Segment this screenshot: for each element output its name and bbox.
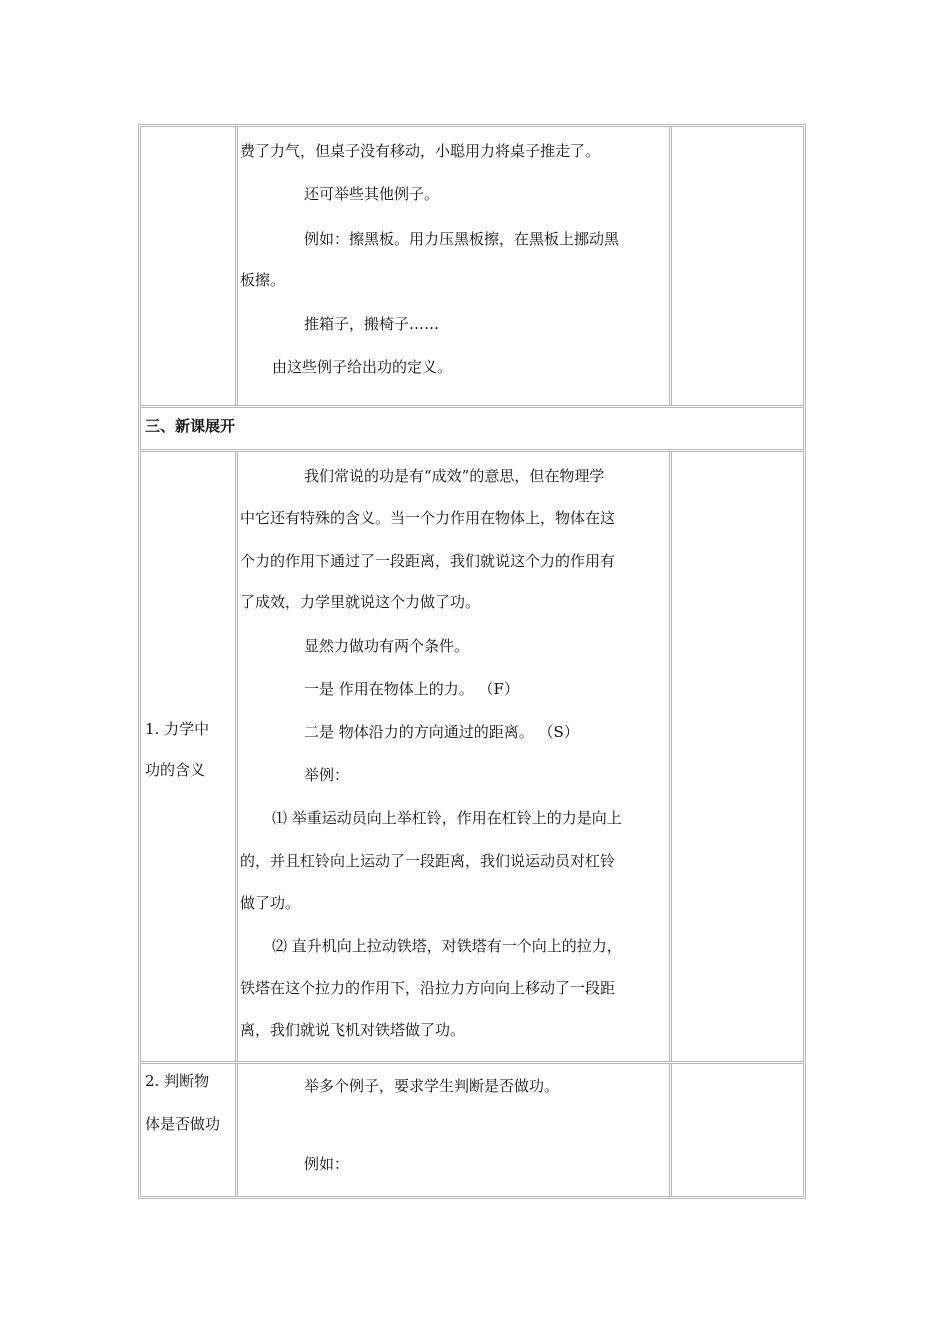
text-line: 二是 物体沿力的方向通过的距离。 （S） [304,723,579,741]
text-line: 离，我们就说飞机对铁塔做了功。 [240,1021,466,1039]
text-line: 一是 作用在物体上的力。 （F） [304,680,519,698]
text-line: 中它还有特殊的含义。当一个力作用在物体上，物体在这 [240,509,616,527]
row-label-line: 2. 判断物 [145,1072,210,1090]
section-heading: 三、新课展开 [145,417,236,435]
text-line: ⑴ 举重运动员向上举杠铃，作用在杠铃上的力是向上 [272,809,622,827]
notes-cell [669,1064,803,1196]
text-line: 的，并且杠铃向上运动了一段距离，我们说运动员对杠铃 [240,852,616,870]
content-cell [235,1064,669,1196]
table-row [141,449,803,1061]
notes-cell [669,127,803,405]
text-line: 例如：擦黑板。用力压黑板擦，在黑板上挪动黑 [304,230,620,248]
content-cell [235,127,669,405]
label-cell [141,452,235,1061]
text-line: 由这些例子给出功的定义。 [272,358,453,376]
text-line: 我们常说的功是有“成效”的意思，但在物理学 [304,467,605,485]
row-label-line: 功的含义 [145,761,206,779]
label-cell [141,127,235,405]
text-line: 举例： [304,766,350,784]
row-label-line: 体是否做功 [145,1115,221,1133]
text-line: 例如： [304,1155,350,1173]
text-line: 举多个例子，要求学生判断是否做功。 [304,1077,560,1095]
notes-cell [669,452,803,1061]
text-line: 板擦。 [240,271,286,289]
text-line: 做了功。 [240,894,301,912]
table-row [141,405,803,449]
text-line-content: 还可举些其他例子。 [304,185,440,203]
content-cell [235,452,669,1061]
table-row [141,1061,803,1196]
text-line: 了成效，力学里就说这个力做了功。 [240,593,481,611]
text-line: 个力的作用下通过了一段距离，我们就说这个力的作用有 [240,552,616,570]
table-row [141,127,803,405]
text-line: 显然力做功有两个条件。 [304,637,470,655]
lesson-table [138,124,806,1199]
row-label-line: 1. 力学中 [145,720,210,738]
label-cell [141,1064,235,1196]
text-line: ⑵ 直升机向上拉动铁塔，对铁塔有一个向上的拉力， [272,937,622,955]
text-line: 推箱子，搬椅子…… [304,315,440,333]
text-line: 费了力气，但桌子没有移动，小聪用力将桌子推走了。 [240,142,601,160]
text-line [304,184,439,204]
text-line: 铁塔在这个拉力的作用下，沿拉力方向向上移动了一段距 [240,979,616,997]
